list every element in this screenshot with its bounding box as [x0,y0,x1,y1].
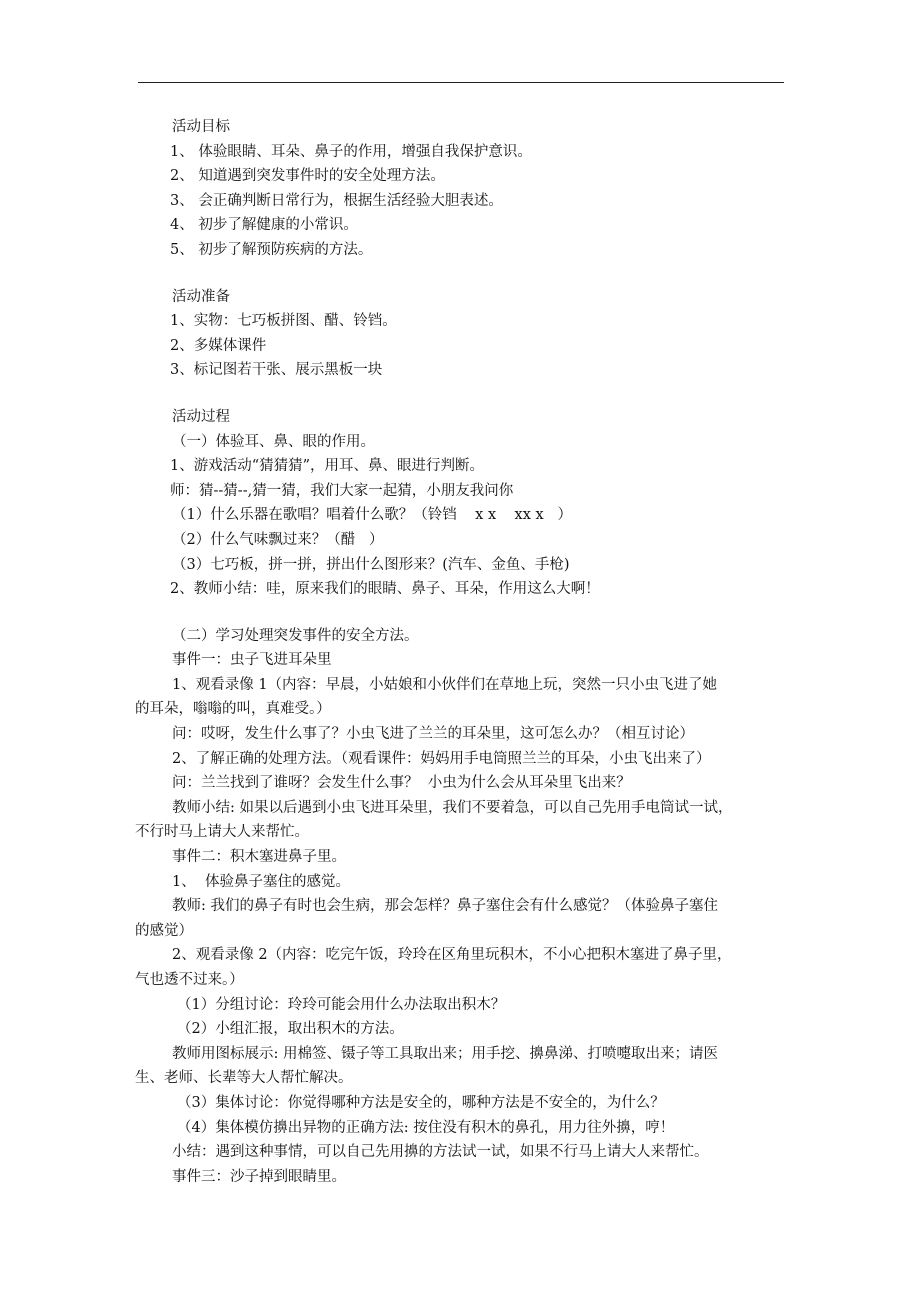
paragraph: （3）集体讨论：你觉得哪种方法是安全的，哪种方法是不安全的，为什么？ [177,1094,665,1111]
header-rule [138,82,784,83]
list-item: 5、 初步了解预防疾病的方法。 [170,241,373,258]
list-item: 4、 初步了解健康的小常识。 [170,217,358,234]
paragraph: 1、 体验鼻子塞住的感觉。 [172,873,350,890]
section-process [135,405,787,1189]
section-title: 活动准备 [172,288,230,305]
paragraph: 1、游戏活动“猜猜猜”，用耳、鼻、眼进行判断。 [170,458,485,475]
paragraph: 问：兰兰找到了谁呀？会发生什么事？ 小虫为什么会从耳朵里飞出来？ [172,775,631,792]
section-title: 活动目标 [172,119,230,135]
paragraph: 教师用图标展示: 用棉签、镊子等工具取出来；用手挖、擤鼻涕、打喷嚏取出来；请医 [172,1045,718,1062]
list-item: 1、 体验眼睛、耳朵、鼻子的作用，增强自我保护意识。 [170,143,532,160]
paragraph: （3）七巧板，拼一拼，拼出什么图形来？(汽车、金鱼、手枪) [172,556,570,573]
paragraph: （2）小组汇报，取出积木的方法。 [177,1021,404,1038]
list-item: 2、多媒体课件 [170,337,267,354]
subsection-title: （二）学习处理突发事件的安全方法。 [172,627,419,644]
list-item: 3、标记图若干张、展示黑板一块 [170,362,383,379]
paragraph-continued: 的感觉） [135,922,193,939]
paragraph-continued: 气也透不过来。） [135,972,244,988]
paragraph: 问：哎呀，发生什么事了？小虫飞进了兰兰的耳朵里，这可怎么办？（相互讨论） [172,726,694,743]
paragraph-continued: 的耳朵，嗡嗡的叫，真难受。） [135,701,331,718]
section-goals [172,115,787,263]
section-title: 活动过程 [172,408,230,425]
paragraph: （1）什么乐器在歌唱？唱着什么歌？（铃铛 x x xx x ） [172,507,573,524]
paragraph: 教师: 我们的鼻子有时也会生病，那会怎样？鼻子塞住会有什么感觉？（体验鼻子塞住 [172,898,718,915]
list-item: 3、 会正确判断日常行为，根据生活经验大胆表述。 [170,192,503,209]
event-heading: 事件二：积木塞进鼻子里。 [172,849,346,866]
paragraph: 2、观看录像 2（内容：吃完午饭，玲玲在区角里玩积木，不小心把积木塞进了鼻子里， [172,947,732,964]
paragraph: （一）体验耳、鼻、眼的作用。 [172,433,375,450]
paragraph-continued: 不行时马上请大人来帮忙。 [135,824,309,841]
list-item: 2、 知道遇到突发事件时的安全处理方法。 [170,168,445,185]
event-heading: 事件一：虫子飞进耳朵里 [172,652,332,669]
list-item: 1、实物：七巧板拼图、醋、铃铛。 [170,313,397,330]
paragraph: （1）分组讨论：玲玲可能会用什么办法取出积木？ [177,996,506,1013]
document-body [135,115,787,1189]
paragraph: 2、了解正确的处理方法。（观看课件：妈妈用手电筒照兰兰的耳朵，小虫飞出来了） [172,750,711,767]
paragraph: 1、观看录像 1（内容：早晨，小姑娘和小伙伴们在草地上玩，突然一只小虫飞进了她 [172,676,718,693]
section-prep [172,285,787,383]
paragraph: 小结：遇到这种事情，可以自己先用擤的方法试一试，如果不行马上请大人来帮忙。 [172,1144,709,1161]
paragraph: （4）集体模仿擤出异物的正确方法: 按住没有积木的鼻孔，用力往外擤，哼！ [177,1119,675,1136]
paragraph: 师：猜--猜--,猜一猜，我们大家一起猜，小朋友我问你 [170,482,514,499]
paragraph: 2、教师小结：哇，原来我们的眼睛、鼻子、耳朵，作用这么大啊！ [170,581,600,598]
paragraph: （2）什么气味飘过来？（醋 ） [172,531,384,548]
paragraph-continued: 生、老师、长辈等大人帮忙解决。 [135,1070,353,1087]
event-heading: 事件三：沙子掉到眼睛里。 [172,1168,346,1185]
paragraph: 教师小结: 如果以后遇到小虫飞进耳朵里，我们不要着急，可以自己先用手电筒试一试， [172,799,733,816]
